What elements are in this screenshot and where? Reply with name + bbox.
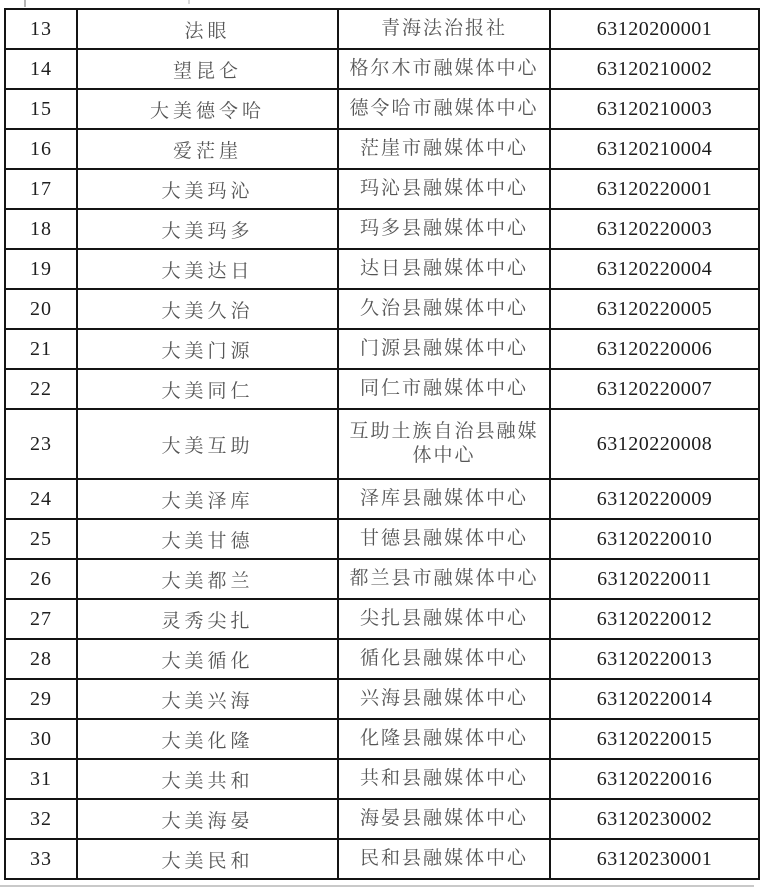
table-row bbox=[5, 639, 759, 679]
row-number-cell: 33 bbox=[5, 839, 77, 879]
organization-cell: 德令哈市融媒体中心 bbox=[338, 89, 550, 129]
organization-cell: 互助土族自治县融媒体中心 bbox=[338, 409, 550, 479]
table-row bbox=[5, 49, 759, 89]
license-number-cell: 63120210002 bbox=[550, 49, 759, 89]
app-name-cell: 大美泽库 bbox=[77, 479, 338, 519]
license-number-cell: 63120220006 bbox=[550, 329, 759, 369]
table-row bbox=[5, 559, 759, 599]
table-row bbox=[5, 759, 759, 799]
row-number-cell: 15 bbox=[5, 89, 77, 129]
organization-cell: 茫崖市融媒体中心 bbox=[338, 129, 550, 169]
app-name-cell: 大美都兰 bbox=[77, 559, 338, 599]
cut-off-row-border-artifact bbox=[24, 0, 26, 7]
row-number-cell: 20 bbox=[5, 289, 77, 329]
organization-cell: 同仁市融媒体中心 bbox=[338, 369, 550, 409]
license-number-cell: 63120220014 bbox=[550, 679, 759, 719]
table-row bbox=[5, 9, 759, 49]
license-number-cell: 63120210003 bbox=[550, 89, 759, 129]
table-body bbox=[5, 9, 759, 879]
organization-cell: 共和县融媒体中心 bbox=[338, 759, 550, 799]
table-row bbox=[5, 409, 759, 479]
organization-cell: 玛沁县融媒体中心 bbox=[338, 169, 550, 209]
app-name-cell: 大美达日 bbox=[77, 249, 338, 289]
table-row bbox=[5, 599, 759, 639]
license-number-cell: 63120220007 bbox=[550, 369, 759, 409]
license-number-cell: 63120220010 bbox=[550, 519, 759, 559]
row-number-cell: 27 bbox=[5, 599, 77, 639]
organization-cell: 兴海县融媒体中心 bbox=[338, 679, 550, 719]
app-name-cell: 爱茫崖 bbox=[77, 129, 338, 169]
app-name-cell: 灵秀尖扎 bbox=[77, 599, 338, 639]
organization-cell: 门源县融媒体中心 bbox=[338, 329, 550, 369]
table-row bbox=[5, 519, 759, 559]
row-number-cell: 16 bbox=[5, 129, 77, 169]
license-number-cell: 63120230001 bbox=[550, 839, 759, 879]
organization-cell: 甘德县融媒体中心 bbox=[338, 519, 550, 559]
license-number-cell: 63120220012 bbox=[550, 599, 759, 639]
row-number-cell: 19 bbox=[5, 249, 77, 289]
license-number-cell: 63120210004 bbox=[550, 129, 759, 169]
license-number-cell: 63120220016 bbox=[550, 759, 759, 799]
row-number-cell: 23 bbox=[5, 409, 77, 479]
table-row bbox=[5, 369, 759, 409]
organization-cell: 循化县融媒体中心 bbox=[338, 639, 550, 679]
organization-cell: 久治县融媒体中心 bbox=[338, 289, 550, 329]
app-name-cell: 法眼 bbox=[77, 9, 338, 49]
row-number-cell: 26 bbox=[5, 559, 77, 599]
table-row bbox=[5, 679, 759, 719]
table-row bbox=[5, 249, 759, 289]
table-row bbox=[5, 799, 759, 839]
license-number-cell: 63120200001 bbox=[550, 9, 759, 49]
organization-cell: 青海法治报社 bbox=[338, 9, 550, 49]
app-name-cell: 大美民和 bbox=[77, 839, 338, 879]
table-row bbox=[5, 129, 759, 169]
table-row bbox=[5, 479, 759, 519]
row-number-cell: 14 bbox=[5, 49, 77, 89]
app-name-cell: 大美久治 bbox=[77, 289, 338, 329]
app-name-cell: 大美玛沁 bbox=[77, 169, 338, 209]
app-name-cell: 大美海晏 bbox=[77, 799, 338, 839]
scan-artifact bbox=[188, 0, 190, 4]
app-name-cell: 大美兴海 bbox=[77, 679, 338, 719]
row-number-cell: 28 bbox=[5, 639, 77, 679]
row-number-cell: 21 bbox=[5, 329, 77, 369]
page-edge-line bbox=[0, 885, 754, 887]
license-number-cell: 63120220004 bbox=[550, 249, 759, 289]
row-number-cell: 31 bbox=[5, 759, 77, 799]
app-name-cell: 大美同仁 bbox=[77, 369, 338, 409]
row-number-cell: 29 bbox=[5, 679, 77, 719]
app-name-cell: 大美玛多 bbox=[77, 209, 338, 249]
row-number-cell: 32 bbox=[5, 799, 77, 839]
app-name-cell: 大美互助 bbox=[77, 409, 338, 479]
app-name-cell: 大美门源 bbox=[77, 329, 338, 369]
row-number-cell: 30 bbox=[5, 719, 77, 759]
app-name-cell: 大美循化 bbox=[77, 639, 338, 679]
table-row bbox=[5, 169, 759, 209]
table-row bbox=[5, 89, 759, 129]
row-number-cell: 18 bbox=[5, 209, 77, 249]
app-name-cell: 大美德令哈 bbox=[77, 89, 338, 129]
organization-cell: 达日县融媒体中心 bbox=[338, 249, 550, 289]
organization-cell: 海晏县融媒体中心 bbox=[338, 799, 550, 839]
organization-cell: 化隆县融媒体中心 bbox=[338, 719, 550, 759]
row-number-cell: 17 bbox=[5, 169, 77, 209]
table-row bbox=[5, 289, 759, 329]
license-number-cell: 63120220009 bbox=[550, 479, 759, 519]
license-number-cell: 63120220011 bbox=[550, 559, 759, 599]
app-name-cell: 大美甘德 bbox=[77, 519, 338, 559]
app-name-cell: 望昆仑 bbox=[77, 49, 338, 89]
organization-cell: 民和县融媒体中心 bbox=[338, 839, 550, 879]
license-number-cell: 63120230002 bbox=[550, 799, 759, 839]
row-number-cell: 13 bbox=[5, 9, 77, 49]
media-license-table bbox=[4, 8, 760, 880]
table-row bbox=[5, 329, 759, 369]
license-number-cell: 63120220003 bbox=[550, 209, 759, 249]
row-number-cell: 22 bbox=[5, 369, 77, 409]
license-number-cell: 63120220001 bbox=[550, 169, 759, 209]
license-number-cell: 63120220008 bbox=[550, 409, 759, 479]
row-number-cell: 24 bbox=[5, 479, 77, 519]
table-row bbox=[5, 209, 759, 249]
license-number-cell: 63120220005 bbox=[550, 289, 759, 329]
organization-cell: 都兰县市融媒体中心 bbox=[338, 559, 550, 599]
organization-cell: 泽库县融媒体中心 bbox=[338, 479, 550, 519]
table-row bbox=[5, 839, 759, 879]
table-row bbox=[5, 719, 759, 759]
organization-cell: 玛多县融媒体中心 bbox=[338, 209, 550, 249]
organization-cell: 尖扎县融媒体中心 bbox=[338, 599, 550, 639]
app-name-cell: 大美共和 bbox=[77, 759, 338, 799]
organization-cell: 格尔木市融媒体中心 bbox=[338, 49, 550, 89]
license-number-cell: 63120220013 bbox=[550, 639, 759, 679]
row-number-cell: 25 bbox=[5, 519, 77, 559]
app-name-cell: 大美化隆 bbox=[77, 719, 338, 759]
license-number-cell: 63120220015 bbox=[550, 719, 759, 759]
